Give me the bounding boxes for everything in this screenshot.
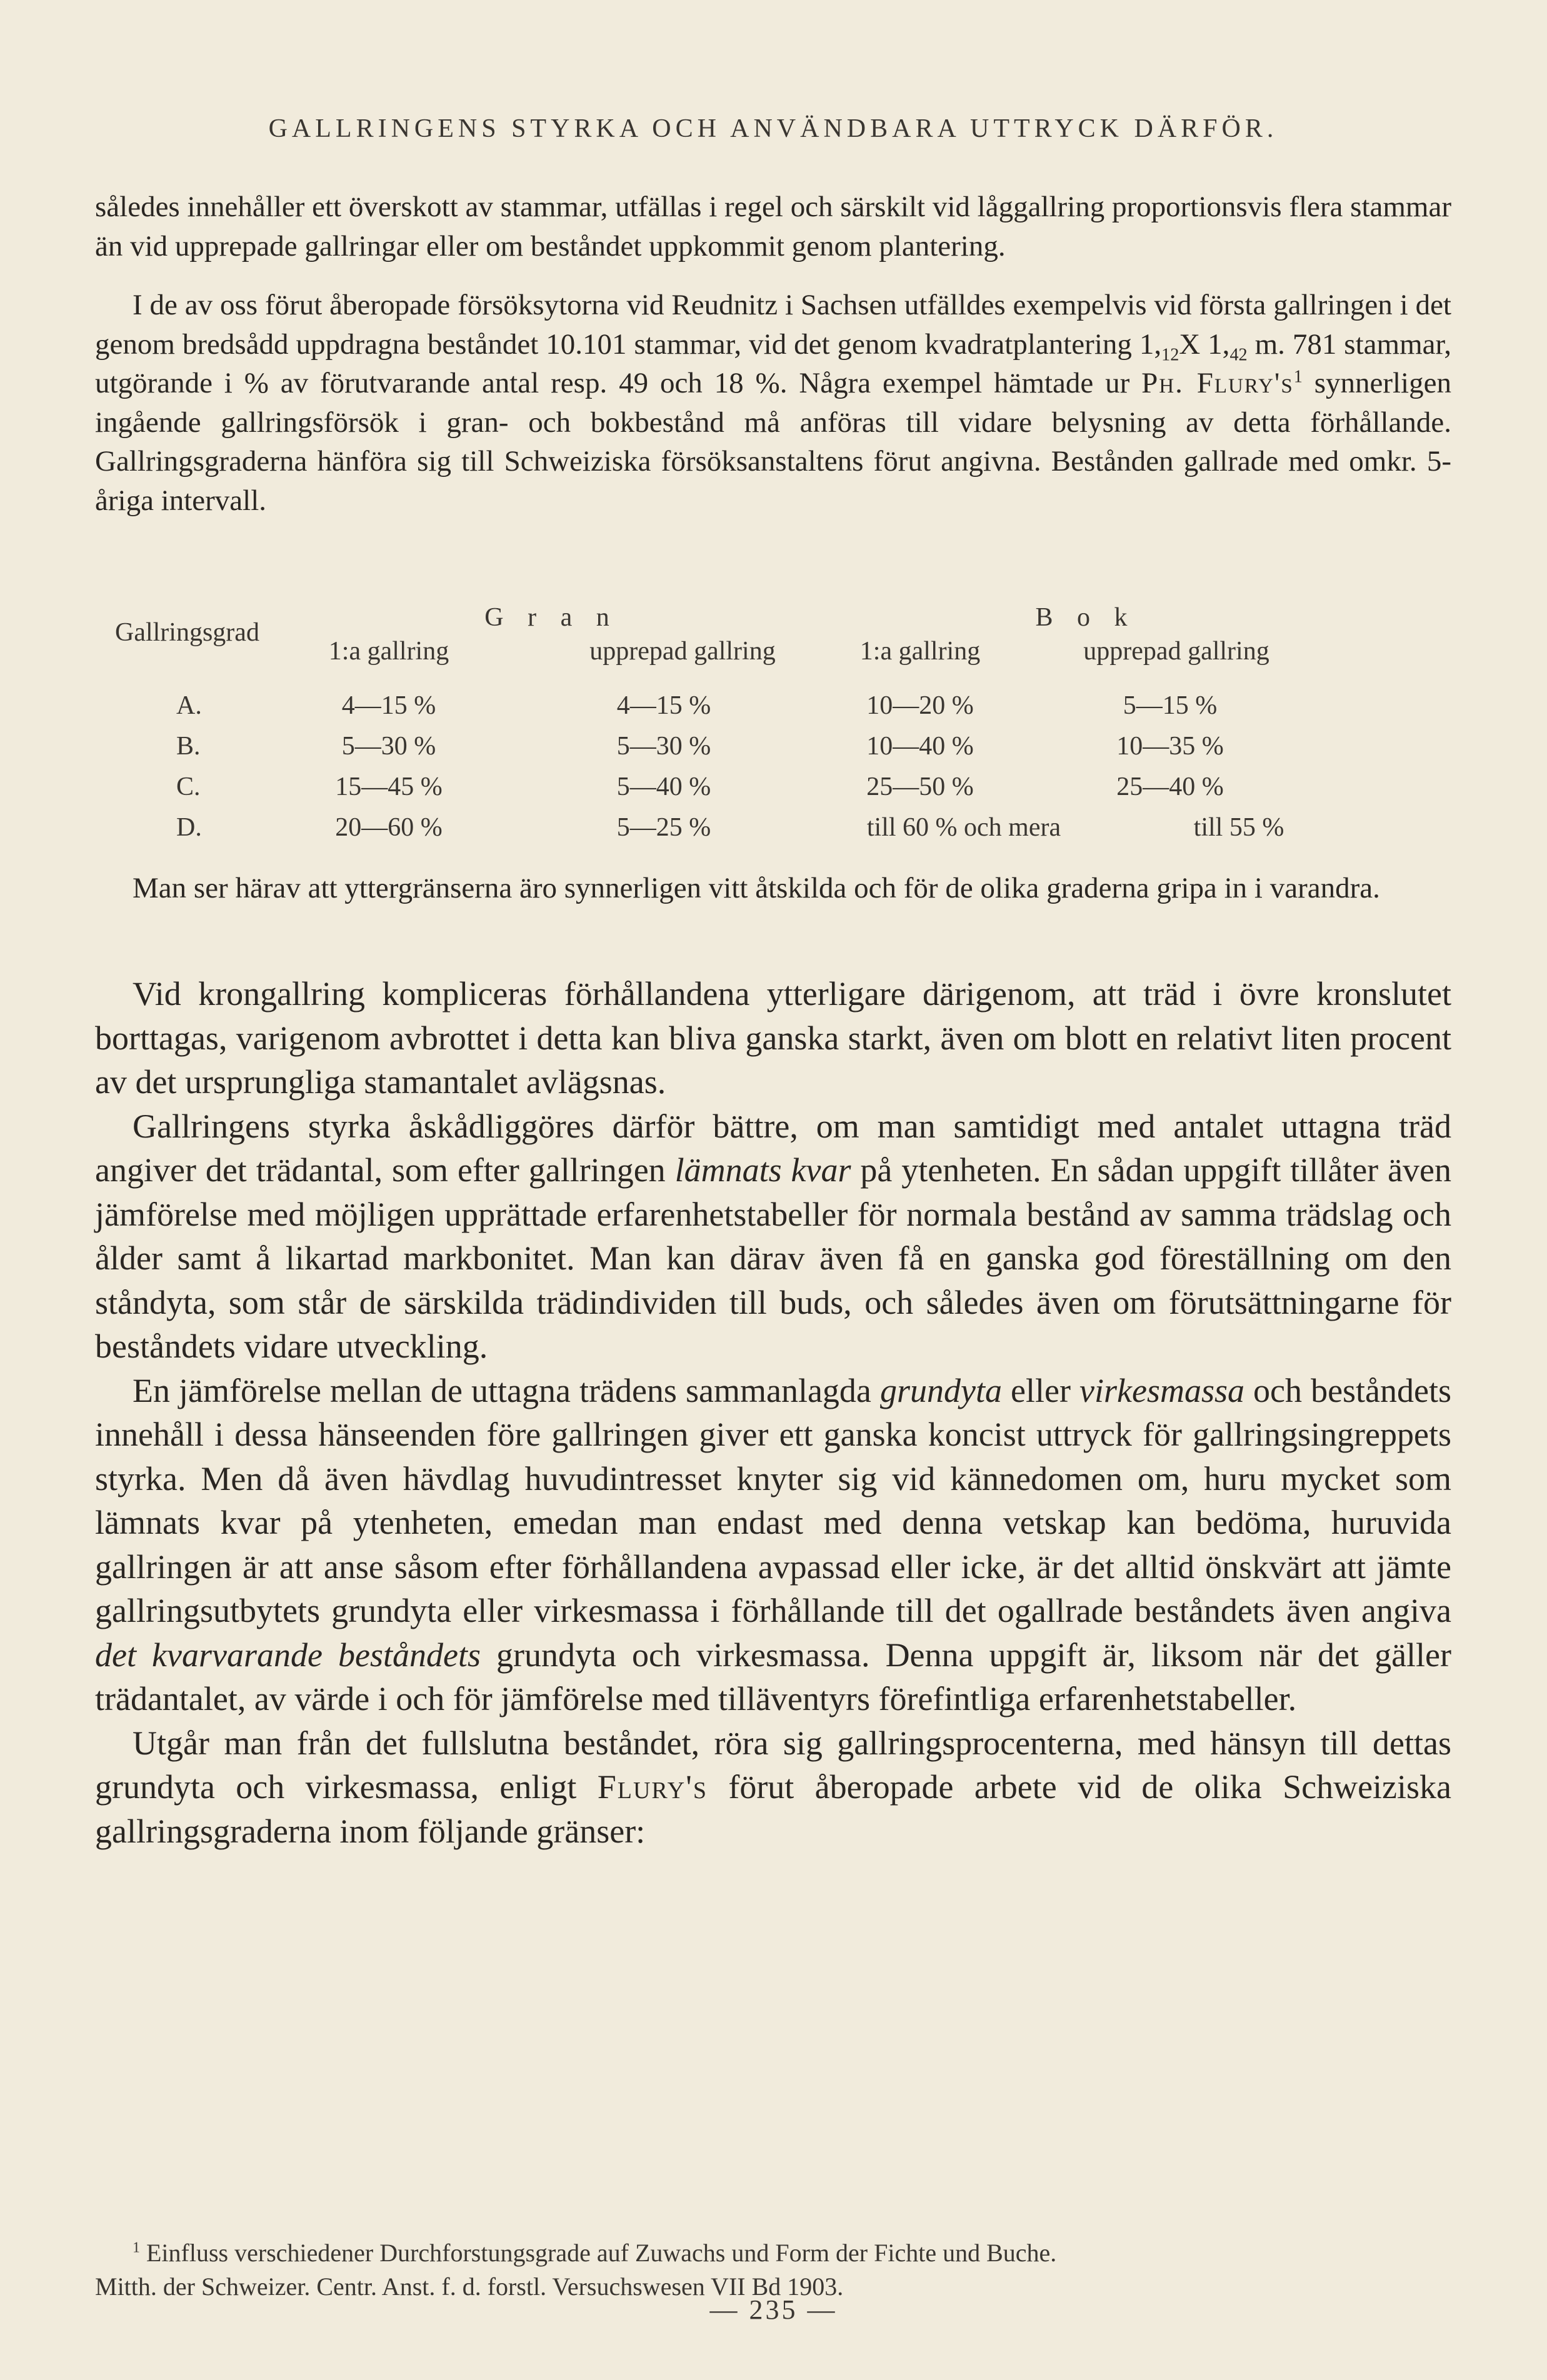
paragraph-1: således innehåller ett överskott av stammar, utfällas i regel och särskilt vid låggallring proportionsvis flera stammar än vid upprepade gallringar eller om beståndet uppkommit genom plantering.: [95, 191, 1451, 262]
page-number: — 235 —: [709, 2294, 838, 2325]
footnote-line-1: $^1$ Einfluss verschiedener Durchforstungsgrade auf Zuwachs und Form der Fichte und Buche.: [133, 2239, 1057, 2267]
table-cell: 5—30 %: [616, 732, 711, 761]
table-cell: 10—40 %: [866, 732, 974, 761]
main-text: [95, 972, 1451, 1853]
table-cell: 15—45 %: [335, 772, 443, 801]
paragraph-intro: [95, 188, 1451, 520]
table-cell: till 60 % och mera: [866, 813, 1061, 842]
table-cell-grad: B.: [176, 732, 201, 761]
paragraph-5: Gallringens styrka åskådliggöres därför bättre, om man samtidigt med antalet uttagna träd angiver det trädantal, som efter gallringen lämnats kvar på ytenheten. En sådan uppgift tillåter även jämförelse med möjligen upprättade erfarenhetstabeller för normala bestånd av samma trädslag och ålder samt å likartad markbonitet. Man kan därav även få en ganska god föreställning om den ståndyta, som står de särskilda trädindividen till buds, och således även om förutsättningarne för beståndets vidare utveckling.: [95, 1107, 1452, 1365]
running-head: GALLRINGENS STYRKA OCH ANVÄNDBARA UTTRYCK DÄRFÖR.: [268, 114, 1278, 143]
footnote-line-2: Mitth. der Schweizer. Centr. Anst. f. d. forstl. Versuchswesen VII Bd 1903.: [95, 2272, 844, 2301]
table-cell: 5—15 %: [1123, 691, 1218, 720]
table-cell: 25—40 %: [1116, 772, 1224, 801]
paragraph-3-block: [95, 869, 1451, 908]
paragraph-6: En jämförelse mellan de uttagna trädens sammanlagda grundyta eller virkesmassa och beståndets innehåll i dessa hänseenden före gallringen giver ett ganska koncist uttryck för gallringsingreppets styrka. Men då även hävdlag huvudintresset knyter sig vid kännedomen om, huru mycket som lämnats kvar på ytenheten, emedan man endast med denna vetskap kan bedöma, huruvida gallringen är att anse såsom efter förhållandena avpassad eller icke, är det alltid önskvärt att jämte gallringsutbytets grundyta eller virkesmassa i förhållande till det ogallrade beståndets även angiva det kvarvarande beståndets grundyta och virkesmassa. Denna uppgift är, liksom när det gäller trädantalet, av värde i och för jämförelse med tilläventyrs förefintliga erfarenhetstabeller.: [95, 1371, 1452, 1718]
table-sub-bok-repeat: upprepad gallring: [1083, 637, 1269, 666]
table-cell: 5—30 %: [341, 732, 436, 761]
table-cell-grad: D.: [176, 813, 202, 842]
paragraph-7: Utgår man från det fullslutna beståndet, röra sig gallringsprocenterna, med hänsyn till dettas grundyta och virkesmassa, enligt Flury's förut åberopade arbete vid de olika Schweiziska gallringsgraderna inom följande gränser:: [95, 1724, 1451, 1850]
table-group-bok: B o k: [1035, 603, 1136, 632]
table-cell-grad: A.: [176, 691, 202, 720]
table-sub-bok-first: 1:a gallring: [859, 637, 981, 666]
table-sub-gran-first: 1:a gallring: [328, 637, 449, 666]
table-row-header: Gallringsgrad: [115, 618, 259, 647]
paragraph-3: Man ser härav att yttergränserna äro synnerligen vitt åtskilda och för de olika graderna gripa in i varandra.: [133, 872, 1380, 904]
footnote-mark: 1: [133, 2239, 140, 2256]
table-cell: 5—40 %: [616, 772, 711, 801]
table-cell-grad: C.: [176, 772, 201, 801]
table-cell: 25—50 %: [866, 772, 974, 801]
table-cell: 20—60 %: [335, 813, 443, 842]
paragraph-4: Vid krongallring kompliceras förhållandena ytterligare därigenom, att träd i övre kronslutet borttagas, varigenom avbrottet i detta kan bliva ganska starkt, även om blott en relativt liten procent av det ursprungliga stamantalet avlägsnas.: [95, 975, 1451, 1101]
table-group-gran: G r a n: [484, 603, 618, 632]
table-cell: 5—25 %: [616, 813, 711, 842]
thinning-table: [95, 600, 1451, 862]
paragraph-2: I de av oss förut åberopade försöksytorna vid Reudnitz i Sachsen utfälldes exempelvis vid första gallringen i det genom bredsådd uppdragna beståndet 10.101 stammar, vid det genom kvadratplantering $1,_{12}X$ $1,_{42}$ m. 781 stammar, utgörande i % av förutvarande antal resp. 49 och 18 %. Några exempel hämtade ur Ph. $Flury's^1$ synnerligen ingående gallringsförsök i gran- och bokbestånd må anföras till vidare belysning av detta förhållande. Gallringsgraderna hänföra sig till Schweiziska försöksanstaltens förut angivna. Bestånden gallrade med omkr. 5-åriga intervall.: [95, 289, 1452, 517]
table-sub-gran-repeat: upprepad gallring: [589, 637, 776, 666]
author-flury: Ph. Flury's: [1141, 367, 1294, 399]
table-cell: till 55 %: [1193, 813, 1284, 842]
table-cell: 10—20 %: [866, 691, 974, 720]
table-cell: 4—15 %: [616, 691, 711, 720]
table-cell: 10—35 %: [1116, 732, 1224, 761]
table-cell: 4—15 %: [341, 691, 436, 720]
author-flury: Flury's: [597, 1768, 708, 1806]
footnote-ref: 1: [1293, 367, 1303, 387]
